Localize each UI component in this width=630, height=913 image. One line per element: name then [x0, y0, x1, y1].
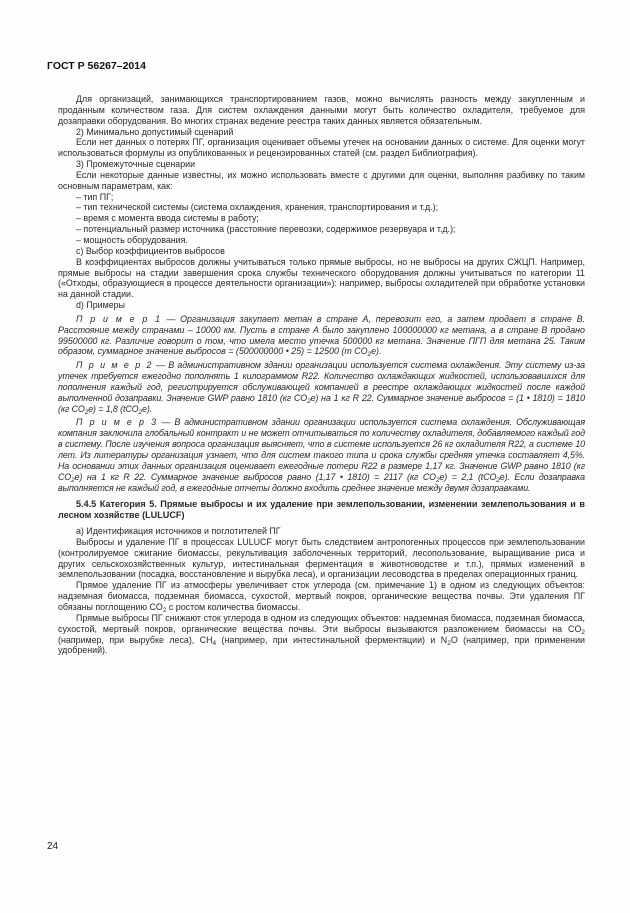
list-item: – время с момента ввода системы в работу;: [76, 213, 259, 224]
heading-identification: a) Идентификация источников и поглотителей ПГ: [76, 526, 281, 537]
paragraph-minimal-scenario: Если нет данных о потерях ПГ, организация оценивает объемы утечек на основании данных о системе. Для оценки могут использоваться формулы из опубликованных и рецензированных статей (см. раздел Библиография).: [58, 137, 585, 159]
example-2: П р и м е р 2 — В административном здании организации используется система охлаждения. Эту систему из-за утечек требуется ежегодно пополнять 1 килограммом R22. Количество охлаждающих жидкостей, использовавшихся для пополнения каждый год, регистрируется обслуживающей компанией в реестре охлаждающих жидкостей после каждой выполненной дозаправки. Значение GWP равно 1810 (кг $CO_2e$) на 1 кг R 22. Суммарное значение выбросов = (1 • 1810) = 1810 (кг $CO_2e) = 1,8$ (tCO$_2$e).: [58, 360, 585, 416]
example-1: П р и м е р 1 — Организация закупает метан в стране А, перевозит его, а затем продает в стране В. Расстояние между странами – 10000 км. Пусть в стране А было закуплено 100000000 кг метана, а в стране В продано 99500000 кг. Различие говорит о том, что имела место утечка 500000 кг метана. Значение ПГП для метана 25. Таким образом, суммарное значение выбросов = (500000000 • 25) = 12500 (m $CO_2e$).: [58, 313, 585, 359]
standard-id-header: ГОСТ Р 56267–2014: [47, 60, 146, 72]
example-label: П р и м е р 1: [76, 313, 162, 324]
list-item: – потенциальный размер источника (расстояние перевозки, содержимое резервуара и т.д.);: [76, 224, 456, 235]
list-item: – мощность оборудования.: [76, 234, 188, 245]
body-text: [58, 94, 585, 656]
heading-emission-factors: c) Выбор коэффициентов выбросов: [76, 245, 225, 256]
list-item: – тип технической системы (система охлаждения, хранения, транспортирования и т.д.);: [76, 202, 439, 213]
example-label: П р и м е р 3: [76, 417, 158, 428]
paragraph-direct-emissions: Прямые выбросы ПГ снижают сток углерода в одном из следующих объектов: надземная биомасса, подземная биомасса, сухостой, мертвый покров, органические вещества почвы. Эти выбросы вызываются разложением биомассы на $CO_2$ (например, при вырубке леса), $CH_4$ (например, при интестинальной ферментации) и $N_2O$ (например, при применении удобрений).: [58, 612, 585, 656]
paragraph-direct-removal: Прямое удаление ПГ из атмосферы увеличивает сток углерода (см. примечание 1) в одном из следующих объектов: надземная биомасса, подземная биомасса, сухостой, мертвый покров, органические вещества почвы. Эти удаления ПГ обязаны поглощению $CO_2$ с ростом количества биомассы.: [58, 580, 585, 614]
paragraph-emission-factors: В коэффициентах выбросов должны учитываться только прямые выбросы, но не выбросы на других СЖЦП. Например, прямые выбросы на стадии завершения срока службы технического оборудования должны учитываться по категории 11 («Отходы, образующиеся в процессе деятельности организации»): например, выбросы охладителей при обработке установки на данной стадии.: [58, 256, 585, 300]
section-heading-lulucf: 5.4.5 Категория 5. Прямые выбросы и их удаление при землепользовании, изменении землепользования и в лесном хозяйстве (LULUCF): [58, 499, 585, 521]
page-number: 24: [47, 841, 59, 852]
heading-minimal-scenario: 2) Минимально допустимый сценарий: [76, 126, 234, 137]
paragraph-lulucf-processes: Выбросы и удаление ПГ в процессах LULUCF могут быть следствием антропогенных процессов при землепользовании (контролируемое сжигание биомассы, рекультивация заболоченных территорий, лесопользование, выращивание риса и других сельскохозяйственных культур, интестинальная ферментация в животноводстве и т.п.), прямых изменений в землепользовании (посадка, восстановление и вырубка леса), и организации лесоводства в пределах операционных границ.: [58, 536, 585, 580]
paragraph-data-sources: Для организаций, занимающихся транспортированием газов, можно вычислять разность между закупленным и проданным количеством газа. Для систем охлаждения данными могут быть количество охладителя, требуемое для дозаправки оборудования. Во многих странах ведение реестра таких данных является обязательным.: [58, 94, 585, 126]
heading-intermediate-scenarios: 3) Промежуточные сценарии: [76, 159, 196, 170]
example-label: П р и м е р 2: [76, 360, 153, 371]
paragraph-intermediate-scenarios: Если некоторые данные известны, их можно использовать вместе с другими для оценки, выполняя разбивку по таким основным параметрам, как:: [58, 169, 585, 191]
example-3: П р и м е р 3 — В административном здании организации используется система охлаждения. Обслуживающая компания заключила глобальный контракт и не может отчитываться по количеству охладителя, добавляемого каждый год в систему. После изучения вопроса организация выясняет, что в системе используется 26 кг охладителя R22, а системе 10 лет. Из литературы организация узнает, что для систем такого типа и срока службы средняя утечка составляет 4,5%. На основании этих данных организация оценивает ежегодные потери R22 в размере 1,17 кг. Значение GWP равно 1810 (кг $CO_2e$) на 1 кг R 22. Суммарное значение выбросов равно (1,17 • 1810) = 2117 (кг $CO_2e) = 2,1$ (tCO$_2$e). Если дозаправка выполняется не каждый год, в ежегодные отчеты должно входить среднее значение между двумя дозаправками.: [58, 417, 585, 493]
list-item: – тип ПГ;: [76, 191, 114, 202]
heading-examples: d) Примеры: [76, 300, 125, 311]
